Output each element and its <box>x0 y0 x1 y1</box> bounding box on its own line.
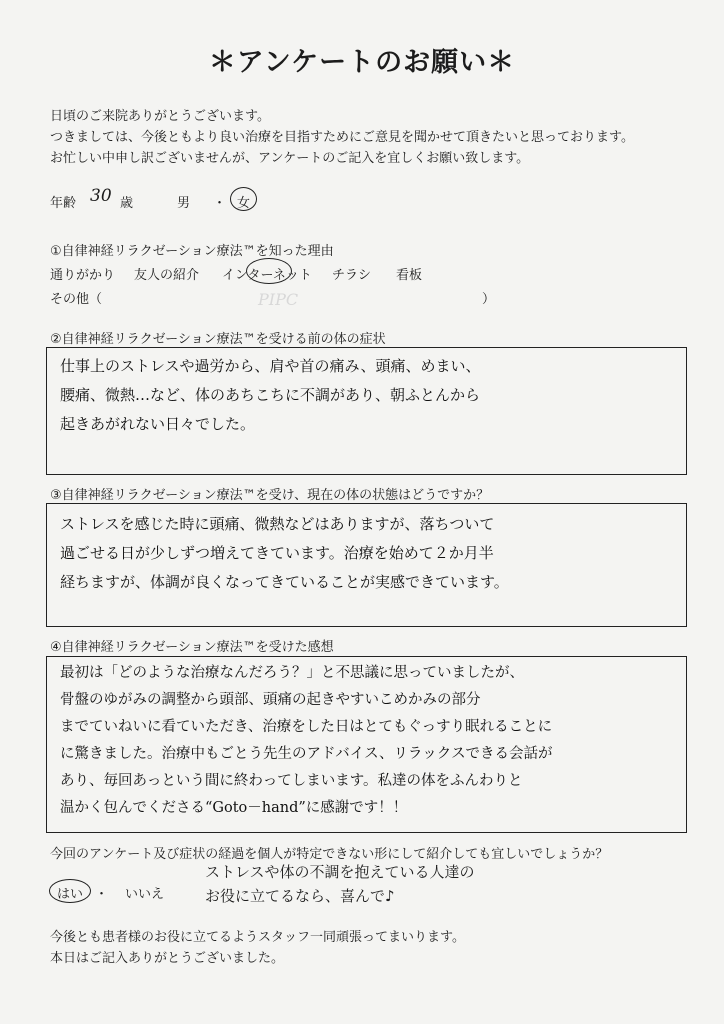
answer-line: 温かく包んでくださる“Goto－hand”に感謝です！！ <box>60 800 408 816</box>
intro-line: つきましては、今後ともより良い治療を目指すためにご意見を聞かせて頂きたいと思っております。 <box>50 130 634 145</box>
other-label: その他（ <box>50 292 103 307</box>
q4-heading: ④自律神経リラクゼーション療法™を受けた感想 <box>50 640 334 655</box>
consent-yes-option[interactable]: はい <box>57 887 84 902</box>
answer-line: 腰痛、微熱…など、体のあちこちに不調があり、朝ふとんから <box>60 386 481 404</box>
faint-mark: PIPC <box>258 290 299 309</box>
answer-line: 経ちますが、体調が良くなってきていることが実感できています。 <box>60 573 509 591</box>
consent-question: 今回のアンケート及び症状の経過を個人が特定できない形にして紹介しても宜しいでしょうか？ <box>50 847 609 862</box>
footer-line: 本日はご記入ありがとうございました。 <box>50 951 285 966</box>
selection-circle <box>230 187 257 211</box>
consent-separator: ・ <box>95 887 109 902</box>
footer-text <box>50 927 465 969</box>
intro-line: お忙しい中申し訳ございませんが、アンケートのご記入を宜しくお願い致します。 <box>50 151 530 166</box>
gender-female-option[interactable]: 女 <box>237 196 251 211</box>
page-title: ＊アンケートのお願い＊ <box>208 47 516 78</box>
option-passing-by[interactable]: 通りがかり <box>50 268 116 283</box>
selection-circle <box>246 258 292 284</box>
option-internet[interactable]: インターネット <box>222 268 312 283</box>
intro-line: 日頃のご来院ありがとうございます。 <box>50 109 270 124</box>
footer-line: 今後とも患者様のお役に立てるようスタッフ一同頑張ってまいります。 <box>50 930 465 945</box>
answer-line: 最初は「どのような治療なんだろう？」と不思議に思っていましたが、 <box>60 665 524 681</box>
answer-line: までていねいに看ていただき、治療をした日はとてもぐっすり眠れることに <box>60 719 553 735</box>
answer-line: 仕事上のストレスや過労から、肩や首の痛み、頭痛、めまい、 <box>60 357 481 375</box>
option-friend-referral[interactable]: 友人の紹介 <box>134 268 200 283</box>
answer-line: に驚きました。治療中もごとう先生のアドバイス、リラックスできる会話が <box>60 746 553 762</box>
answer-line: 骨盤のゆがみの調整から頭部、頭痛の起きやすいこめかみの部分 <box>60 692 481 708</box>
gender-separator: ・ <box>213 196 227 211</box>
intro-text <box>50 106 634 169</box>
age-label: 年齢 <box>50 196 77 211</box>
q3-answer <box>60 510 509 597</box>
age-value: 30 <box>90 186 112 206</box>
selection-circle <box>49 879 91 903</box>
q2-heading: ②自律神経リラクゼーション療法™を受ける前の体の症状 <box>50 332 386 347</box>
q2-answer <box>60 352 480 439</box>
q1-heading: ①自律神経リラクゼーション療法™を知った理由 <box>50 244 334 259</box>
q4-answer <box>60 660 553 822</box>
comment-line: お役に立てるなら、喜んで♪ <box>205 887 395 905</box>
answer-line: 過ごせる日が少しずつ増えてきています。治療を始めて２か月半 <box>60 544 494 562</box>
option-signboard[interactable]: 看板 <box>396 268 423 283</box>
answer-line: ストレスを感じた時に頭痛、微熱などはありますが、落ちついて <box>60 515 495 533</box>
consent-comment <box>205 860 475 908</box>
comment-line: ストレスや体の不調を抱えている人達の <box>205 863 475 881</box>
age-unit: 歳 <box>120 196 134 211</box>
gender-male-option[interactable]: 男 <box>177 196 191 211</box>
option-flyer[interactable]: チラシ <box>332 268 372 283</box>
other-close: ） <box>482 292 496 307</box>
answer-line: 起きあがれない日々でした。 <box>60 415 256 433</box>
q3-heading: ③自律神経リラクゼーション療法™を受け、現在の体の状態はどうですか？ <box>50 488 490 503</box>
consent-no-option[interactable]: いいえ <box>125 887 165 902</box>
answer-line: あり、毎回あっという間に終わってしまいます。私達の体をふんわりと <box>60 773 523 789</box>
